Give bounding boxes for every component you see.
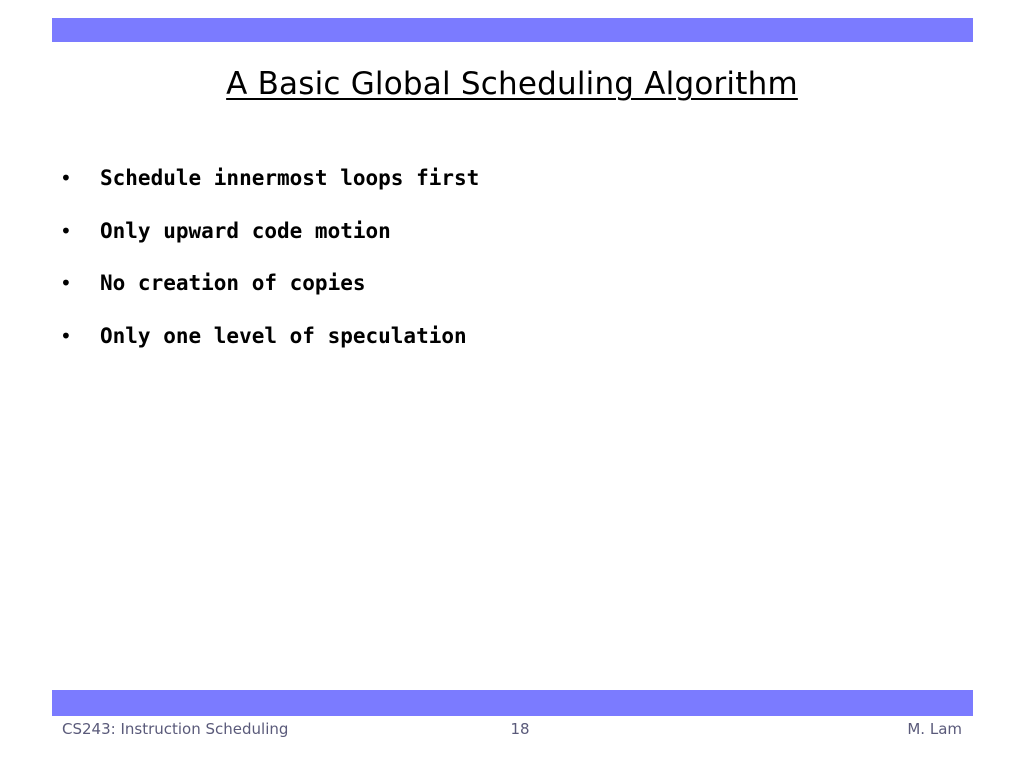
bullet-text: Only upward code motion — [100, 218, 391, 243]
bullet-list — [60, 152, 479, 362]
bullet-icon: • — [60, 166, 72, 191]
bullet-icon: • — [60, 271, 72, 296]
bullet-icon: • — [60, 218, 72, 243]
footer-page-number: 18 — [510, 720, 530, 738]
bullet-icon: • — [60, 323, 72, 348]
footer-author: M. Lam — [907, 720, 962, 738]
bottom-decorative-band — [52, 690, 973, 716]
bullet-text: Schedule innermost loops first — [100, 166, 480, 191]
bullet-item — [60, 257, 479, 310]
bullet-text: Only one level of speculation — [100, 323, 467, 348]
slide-title: A Basic Global Scheduling Algorithm — [226, 66, 798, 102]
bullet-item — [60, 205, 479, 258]
top-decorative-band — [52, 18, 973, 42]
bullet-text: No creation of copies — [100, 271, 366, 296]
bullet-item — [60, 152, 479, 205]
bullet-item — [60, 310, 479, 363]
footer-course: CS243: Instruction Scheduling — [62, 720, 289, 738]
